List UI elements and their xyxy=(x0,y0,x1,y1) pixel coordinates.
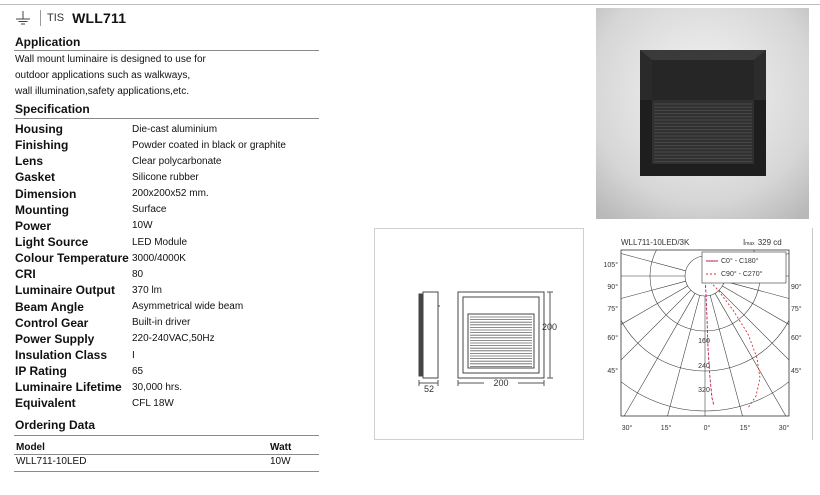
right-angle-label: 90° xyxy=(791,284,802,291)
spec-label: Equivalent xyxy=(15,396,76,411)
radial-value-label: 160 xyxy=(698,338,710,345)
spec-value: 10W xyxy=(132,220,153,232)
left-angle-label: 45° xyxy=(607,368,618,375)
application-text xyxy=(15,52,315,100)
spec-value: Clear polycarbonate xyxy=(132,155,222,167)
spec-row xyxy=(15,282,325,298)
application-line: wall illumination,safety applications,etc. xyxy=(15,86,189,97)
spec-value: 370 lm xyxy=(132,284,163,296)
application-rule xyxy=(14,50,319,51)
spec-row xyxy=(15,315,325,331)
imax-label xyxy=(743,238,782,247)
specification-heading: Specification xyxy=(15,102,90,116)
imax-prefix: I xyxy=(743,238,746,247)
spec-label: Control Gear xyxy=(15,315,89,330)
spec-label: Colour Temperature xyxy=(15,251,129,266)
ordering-row xyxy=(15,456,320,470)
spec-row xyxy=(15,234,325,250)
left-angle-label: 105° xyxy=(603,262,618,269)
spec-value: Powder coated in black or graphite xyxy=(132,139,286,151)
application-heading: Application xyxy=(15,35,81,49)
spec-label: Mounting xyxy=(15,202,69,217)
spec-row xyxy=(15,137,325,153)
imax-subscript: max xyxy=(745,241,755,247)
spec-value: 220-240VAC,50Hz xyxy=(132,333,215,345)
spec-value: 30,000 hrs. xyxy=(132,381,183,393)
spec-label: Housing xyxy=(15,122,63,137)
spec-label: Luminaire Lifetime xyxy=(15,380,122,395)
left-angle-label: 60° xyxy=(607,335,618,342)
ordering-model-cell: WLL711-10LED xyxy=(16,456,87,467)
header-separator xyxy=(40,10,41,26)
spec-row xyxy=(15,169,325,185)
product-photo xyxy=(596,8,809,219)
ordering-watt-cell: 10W xyxy=(270,456,291,467)
spec-row xyxy=(15,186,325,202)
spec-value: Silicone rubber xyxy=(132,171,199,183)
imax-value: 329 cd xyxy=(757,238,782,247)
right-angle-label: 60° xyxy=(791,335,802,342)
spec-value: I xyxy=(132,349,135,361)
ordering-heading: Ordering Data xyxy=(15,418,96,432)
height-dimension-label: 200 xyxy=(542,322,558,332)
specification-table xyxy=(15,121,325,412)
specification-rule xyxy=(14,118,319,119)
bottom-angle-label: 15° xyxy=(739,425,751,432)
spec-label: CRI xyxy=(15,267,36,282)
spec-row xyxy=(15,266,325,282)
ordering-rule-bottom xyxy=(14,471,319,472)
side-view xyxy=(419,292,440,378)
polar-light-distribution-chart xyxy=(590,228,812,440)
left-angle-label: 75° xyxy=(607,306,618,313)
spec-value: Built-in driver xyxy=(132,317,191,329)
spec-row xyxy=(15,331,325,347)
spec-label: Light Source xyxy=(15,235,89,250)
legend-label-c90: C90° - C270° xyxy=(721,271,763,278)
product-header xyxy=(14,8,126,28)
application-line: Wall mount luminaire is designed to use for xyxy=(15,54,206,65)
spec-row xyxy=(15,218,325,234)
application-line: outdoor applications such as walkways, xyxy=(15,70,191,81)
spec-row xyxy=(15,395,325,411)
right-angle-label: 45° xyxy=(791,368,802,375)
bottom-angle-label: 0° xyxy=(703,425,711,432)
spec-label: Beam Angle xyxy=(15,299,84,314)
width-dimension-label: 200 xyxy=(493,378,509,388)
left-angle-label: 90° xyxy=(607,284,618,291)
spec-value: 200x200x52 mm. xyxy=(132,188,209,200)
radial-value-label: 320 xyxy=(698,387,710,394)
spec-label: Power Supply xyxy=(15,331,95,346)
right-angle-label: 75° xyxy=(791,306,802,313)
spec-row xyxy=(15,363,325,379)
spec-row xyxy=(15,379,325,395)
spec-label: Luminaire Output xyxy=(15,283,115,298)
spec-value: Die-cast aluminium xyxy=(132,123,218,135)
radial-value-label: 240 xyxy=(698,363,710,370)
legend-label-c0: C0° - C180° xyxy=(721,258,759,265)
spec-row xyxy=(15,347,325,363)
product-model-title: WLL711 xyxy=(72,10,127,26)
bottom-angle-label: 30° xyxy=(621,425,633,432)
spec-value: 3000/4000K xyxy=(132,252,186,264)
ordering-col-model: Model xyxy=(16,442,45,453)
spec-label: IP Rating xyxy=(15,364,67,379)
spec-value: Surface xyxy=(132,204,167,216)
polar-legend-box xyxy=(702,252,786,283)
tis-logo: TIS xyxy=(47,12,65,24)
ordering-col-watt: Watt xyxy=(270,442,292,453)
spec-value: Asymmetrical wide beam xyxy=(132,301,244,313)
depth-dimension-label: 52 xyxy=(423,384,435,394)
bottom-angle-label: 15° xyxy=(660,425,672,432)
spec-row xyxy=(15,121,325,137)
polar-right-border xyxy=(812,228,813,440)
spec-label: Insulation Class xyxy=(15,348,108,363)
spec-label: Power xyxy=(15,218,52,233)
spec-label: Dimension xyxy=(15,186,77,201)
spec-label: Finishing xyxy=(15,138,69,153)
spec-row xyxy=(15,299,325,315)
ground-symbol-icon xyxy=(14,10,32,26)
spec-label: Lens xyxy=(15,154,44,169)
spec-row xyxy=(15,153,325,169)
polar-chart-title: WLL711-10LED/3K xyxy=(621,238,690,247)
spec-row xyxy=(15,202,325,218)
ordering-rule-mid xyxy=(14,454,319,455)
spec-value: 65 xyxy=(132,365,144,377)
dimension-drawing xyxy=(374,228,584,440)
spec-value: CFL 18W xyxy=(132,397,174,409)
spec-row xyxy=(15,250,325,266)
spec-value: LED Module xyxy=(132,236,188,248)
spec-value: 80 xyxy=(132,268,144,280)
bottom-angle-label: 30° xyxy=(778,425,790,432)
ordering-rule-top xyxy=(14,435,319,436)
spec-label: Gasket xyxy=(15,170,56,185)
top-rule xyxy=(0,4,820,5)
